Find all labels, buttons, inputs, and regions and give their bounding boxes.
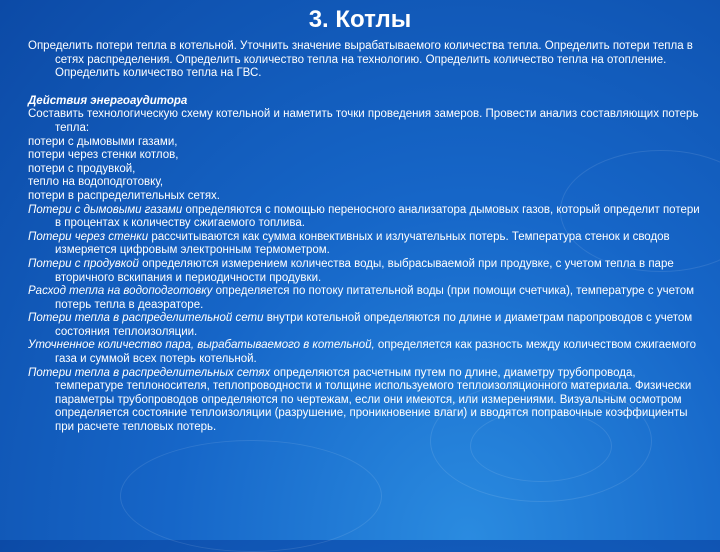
background-ripple: [120, 440, 382, 552]
detail-term: Потери тепла в распределительной сети: [28, 312, 264, 325]
detail-paragraph: [28, 285, 704, 312]
detail-term: Потери с продувкой: [28, 257, 139, 270]
loss-item: потери в распределительных сетях.: [28, 189, 221, 202]
auditor-heading: Действия энергоаудитора: [28, 94, 188, 107]
slide-body: [28, 40, 704, 435]
detail-term: Потери через стенки: [28, 230, 149, 243]
loss-item: потери с дымовыми газами,: [28, 135, 178, 148]
detail-paragraph: [28, 204, 704, 231]
detail-paragraph: [28, 231, 704, 258]
detail-text: определяется по потоку питательной воды (при помощи счетчика), температуре с учетом потерь тепла в деаэраторе.: [55, 285, 695, 311]
detail-term: Потери тепла в распределительных сетях: [28, 366, 271, 379]
loss-item: потери через стенки котлов,: [28, 149, 179, 162]
intro-paragraph: Определить потери тепла в котельной. Уточнить значение вырабатываемого количества тепла. Определить потери тепла в сетях распределения. Определить количество тепла на технологию. Определить количество тепла на отопление. Определить количество тепла на ГВС.: [28, 40, 693, 80]
detail-text: определяются с помощью переносного анализатора дымовых газов, который определит потери в процентах к количеству сжигаемого топлива.: [55, 203, 700, 230]
detail-term: Расход тепла на водоподготовку: [28, 285, 213, 298]
detail-paragraph: [28, 258, 704, 285]
scheme-paragraph: Составить технологическую схему котельной и наметить точки проведения замеров. Провести анализ составляющих потерь тепла:: [28, 108, 699, 134]
detail-paragraph: [28, 367, 704, 435]
detail-text: определяются расчетным путем по длине, диаметру трубопровода, температуре теплоносителя, теплопроводности и толщине используемого теплоизоляционного материала. Физически параметры трубопроводов определяются по чертежам, если они имеются, или измерениями. Визуальным осмотром определяется состояние теплоизоляции (разрушение, проникновение влаги) и вводятся поправочные коэффициенты при расчете тепловых потерь.: [55, 366, 692, 434]
loss-item: тепло на водоподготовку,: [28, 176, 164, 189]
detail-text: определяется как разность между количеством сжигаемого газа и суммой всех потерь котельной.: [55, 339, 697, 366]
loss-item: потери с продувкой,: [28, 162, 136, 175]
spacer: [28, 81, 704, 95]
detail-text: внутри котельной определяются по длине и диаметрам паропроводов с учетом состояния теплоизоляции.: [55, 312, 693, 338]
detail-term: Уточненное количество пара, вырабатываемого в котельной,: [28, 339, 375, 352]
detail-text: рассчитываются как сумма конвективных и излучательных потерь. Температура стенок и сводов измеряется цифровым электронным термометром.: [55, 230, 670, 257]
slide-title: 3. Котлы: [308, 6, 412, 33]
detail-paragraph: [28, 312, 704, 339]
detail-paragraph: [28, 339, 704, 366]
detail-text: определяются измерением количества воды, выбрасываемой при продувке, с учетом тепла в паре вторичного вскипания и периодичности продувки.: [55, 257, 674, 284]
detail-term: Потери с дымовыми газами: [28, 203, 183, 216]
